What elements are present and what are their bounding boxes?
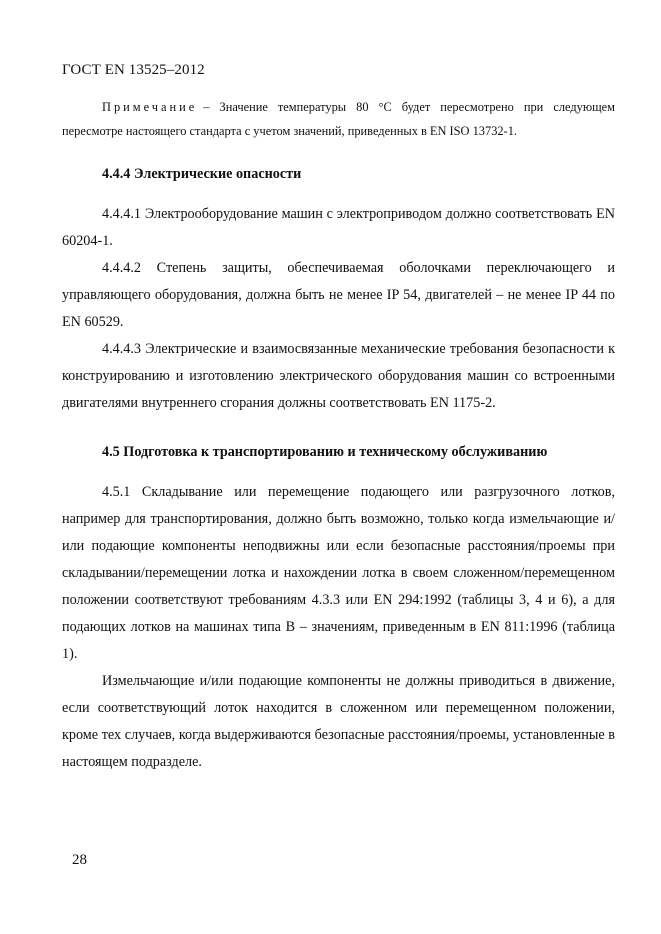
paragraph-4-5-1-continued: Измельчающие и/или подающие компоненты не должны приводиться в движение, если соответствующий лоток находится в сложенном или перемещенном положении, кроме тех случаев, когда выдерживаются безопасные расстояния/проемы, установленные в настоящем подразделе. [62,673,615,770]
standard-designation: ГОСТ EN 13525–2012 [62,62,205,78]
note [62,95,615,143]
paragraph-4-4-4-1: 4.4.4.1 Электрооборудование машин с электроприводом должно соответствовать EN 60204-1. [62,206,615,249]
section-4-5-body [62,479,615,776]
note-text: – Значение температуры 80 °C будет пересмотрено при следующем пересмотре настоящего стандарта с учетом значений, приведенных в EN ISO 13732-1. [62,100,615,138]
section-heading-4-4-4: 4.4.4 Электрические опасности [102,166,302,182]
page-content [62,62,615,776]
paragraph-4-5-1: 4.5.1 Складывание или перемещение подающего или разгрузочного лотков, например для транспортирования, должно быть возможно, только когда измельчающие и/или подающие компоненты неподвижны или если безопасные расстояния/проемы при складывании/перемещении лотка и нахождении лотка в своем сложенном/перемещенном положении соответствуют требованиям 4.3.3 или EN 294:1992 (таблицы 3, 4 и 6), а для подающих лотков на машинах типа В – значениям, приведенным в EN 811:1996 (таблица 1). [62,484,615,662]
paragraph-4-4-4-2: 4.4.4.2 Степень защиты, обеспечиваемая оболочками переключающего и управляющего оборудования, должна быть не менее IP 54, двигателей – не менее IP 44 по EN 60529. [62,260,615,330]
section-4-4-4-body [62,201,615,417]
note-label: Примечание [102,100,198,114]
paragraph-4-4-4-3: 4.4.4.3 Электрические и взаимосвязанные механические требования безопасности к конструированию и изготовлению электрического оборудования машин со встроенными двигателями внутреннего сгорания должны соответствовать EN 1175-2. [62,341,615,411]
page-number: 28 [72,852,87,868]
section-heading-4-5: 4.5 Подготовка к транспортированию и техническому обслуживанию [102,444,548,460]
